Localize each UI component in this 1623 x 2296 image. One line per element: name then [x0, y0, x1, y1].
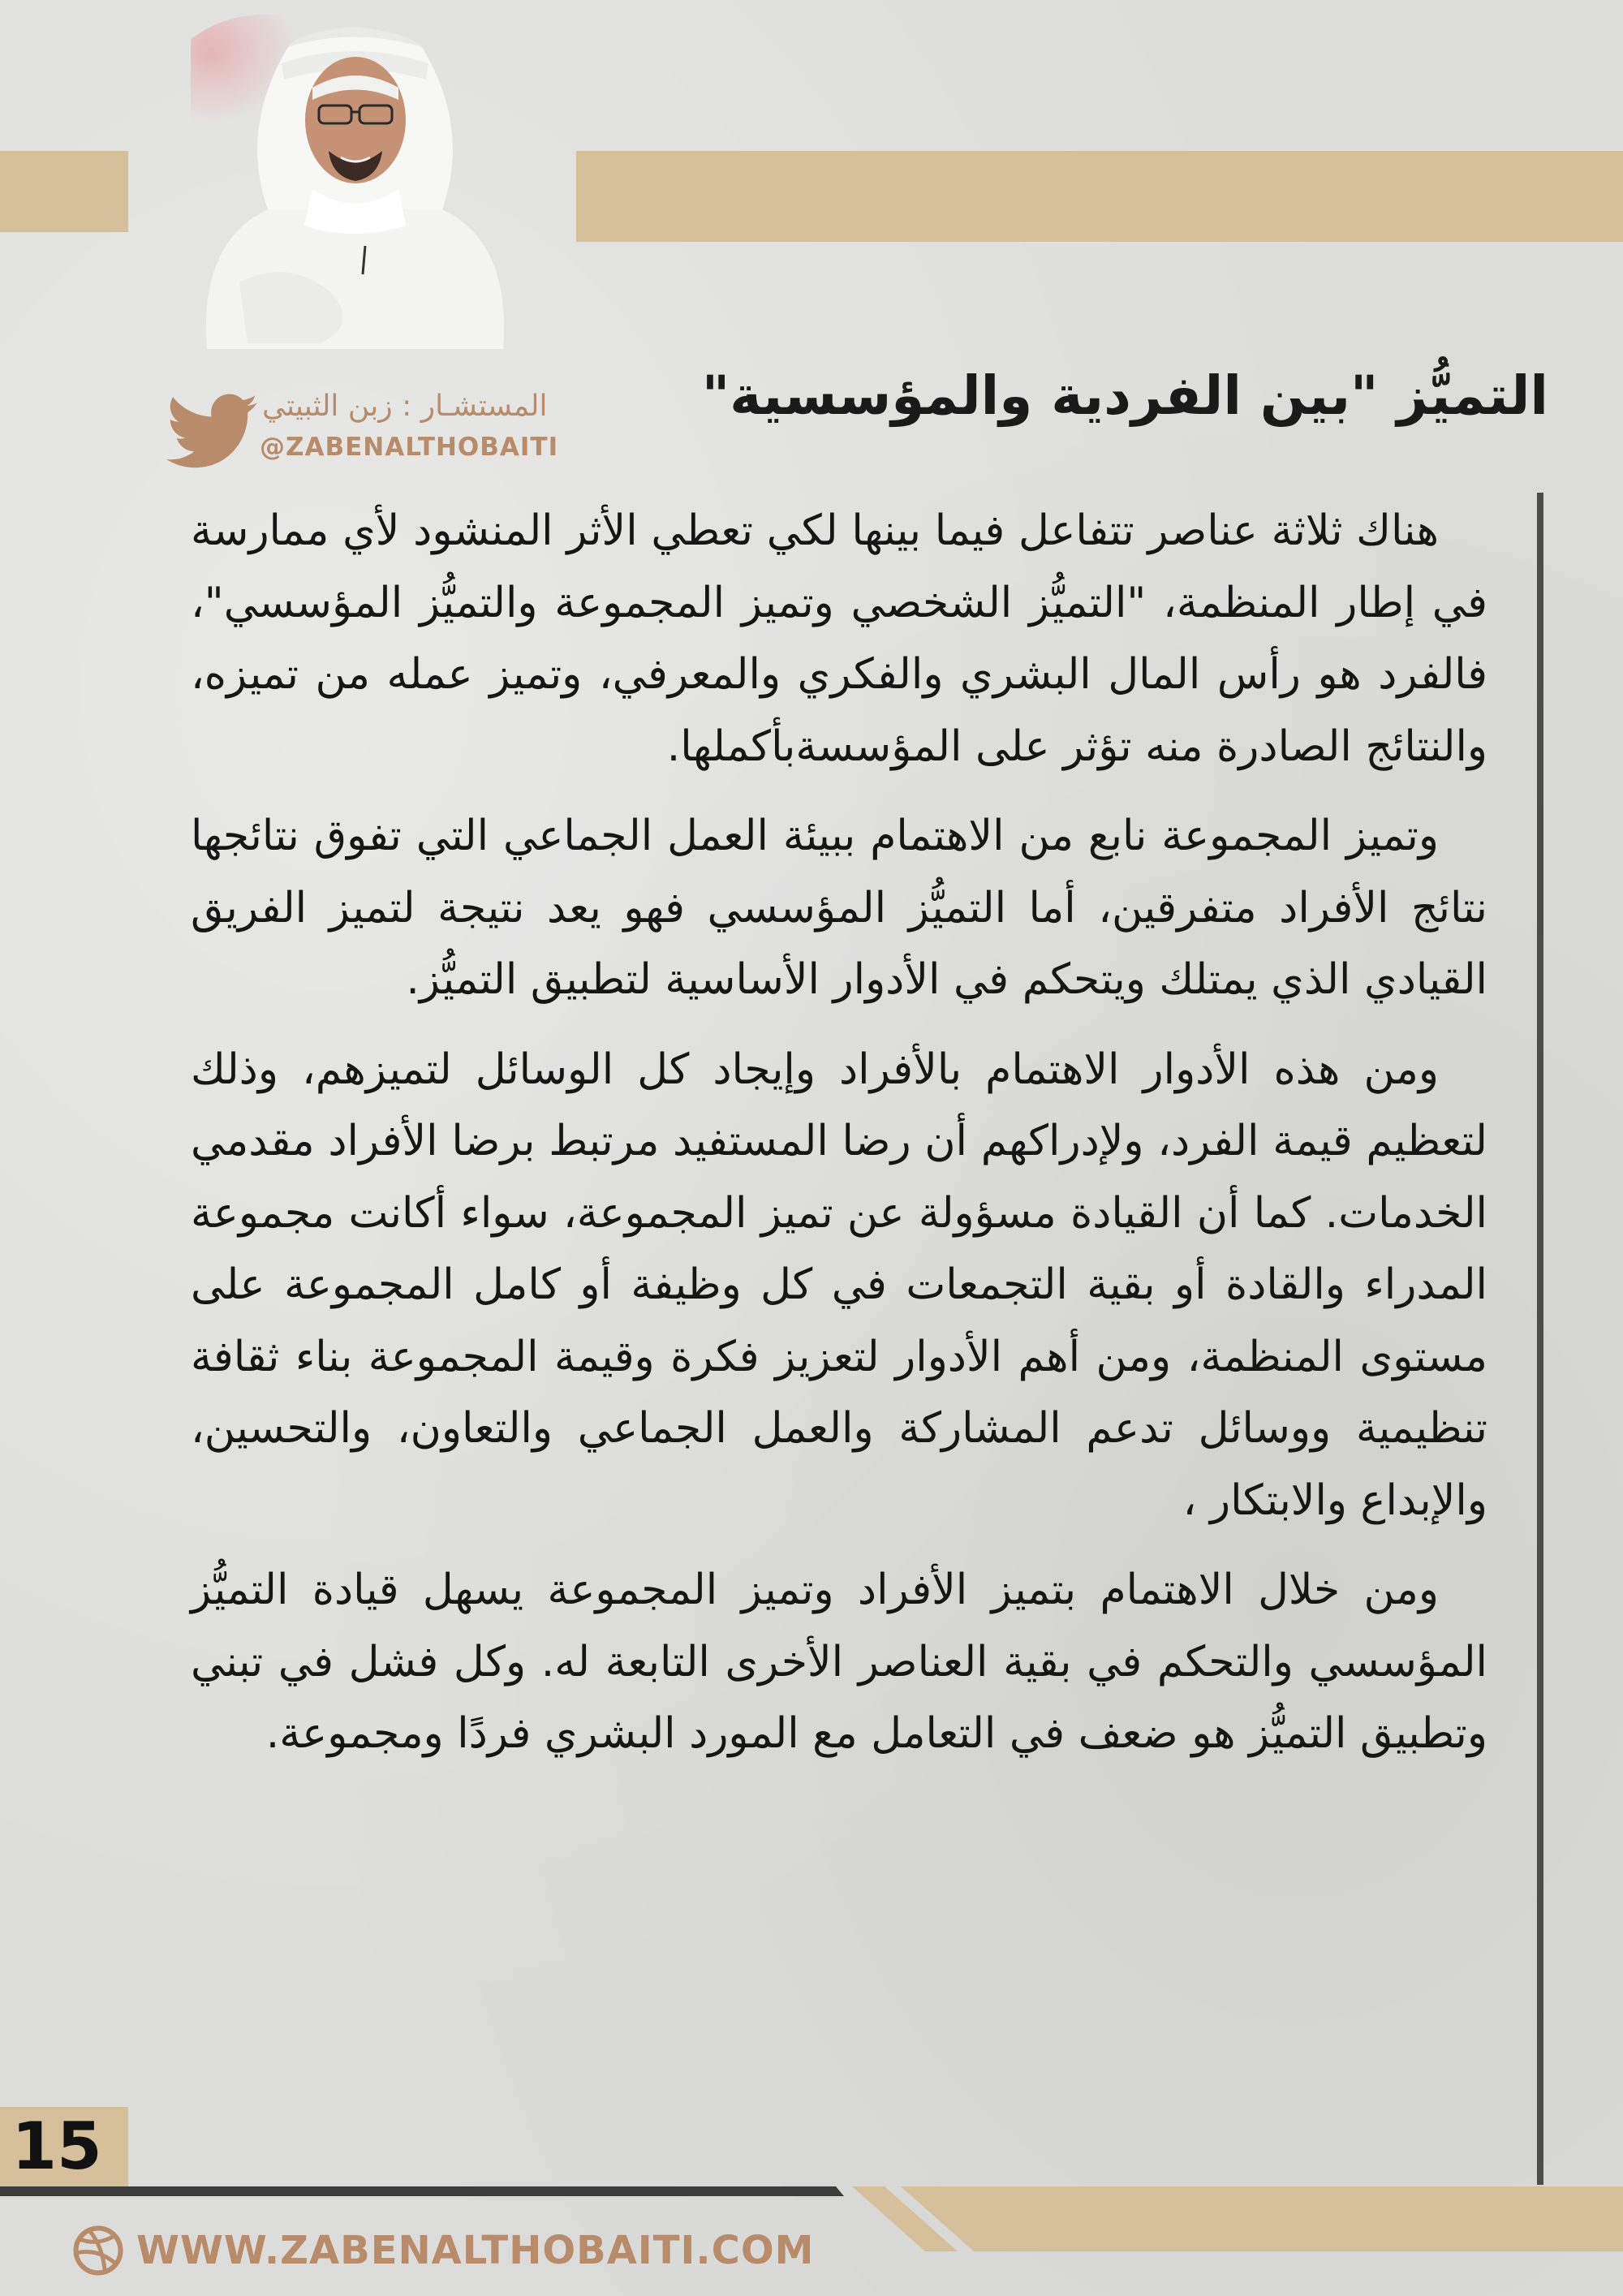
article-paragraph: هناك ثلاثة عناصر تتفاعل فيما بينها لكي تعطي الأثر المنشود لأي ممارسة في إطار المنظمة، "التميُّز الشخصي وتميز المجموعة والتميُّز المؤسسي"، فالفرد هو رأس المال البشري والفكري والمعرفي، وتميز عمله من تميزه، والنتائج الصادرة منه تؤثر على المؤسسةبأكملها. [191, 506, 1487, 771]
author-photo [191, 15, 519, 349]
dribbble-ball-icon [71, 2224, 125, 2277]
author-info [166, 386, 588, 475]
author-twitter-handle[interactable]: @ZABENALTHOBAITI [260, 433, 559, 462]
content-vertical-rule [1537, 493, 1543, 2185]
article-paragraph: ومن هذه الأدوار الاهتمام بالأفراد وإيجاد كل الوسائل لتميزهم، وذلك لتعظيم قيمة الفرد، ولإدراكهم أن رضا المستفيد مرتبط برضا الأفراد مقدمي الخدمات. كما أن القيادة مسؤولة عن تميز المجموعة، سواء أكانت مجموعة المدراء والقادة أو بقية التجمعات في كل وظيفة أو كامل المجموعة على مستوى المنظمة، ومن أهم الأدوار لتعزيز فكرة وقيمة المجموعة بناء ثقافة تنظيمية ووسائل تدعم المشاركة والعمل الجماعي والتعاون، والتحسين، والإبداع والابتكار ، [191, 1045, 1487, 1525]
header-accent-band-right [576, 151, 1623, 242]
header-accent-band-left [0, 151, 128, 232]
website-link[interactable]: WWW.ZABENALTHOBAITI.COM [136, 2228, 815, 2273]
article-paragraph: ومن خلال الاهتمام بتميز الأفراد وتميز المجموعة يسهل قيادة التميُّز المؤسسي والتحكم في بقية العناصر الأخرى التابعة له. وكل فشل في تبني وتطبيق التميُّز هو ضعف في التعامل مع المورد البشري فردًا ومجموعة. [191, 1566, 1487, 1758]
article-paragraph: وتميز المجموعة نابع من الاهتمام ببيئة العمل الجماعي التي تفوق نتائجها نتائج الأفراد متفرقين، أما التميُّز المؤسسي فهو يعد نتيجة لتميز الفريق القيادي الذي يمتلك ويتحكم في الأدوار الأساسية لتطبيق التميُّز. [191, 812, 1487, 1004]
article-body [191, 495, 1487, 1788]
author-name: المستشـار : زبن الثبيتي [262, 390, 548, 423]
article-title: التميُّز "بين الفردية والمؤسسية" [701, 364, 1548, 427]
page-number: 15 [11, 2109, 102, 2184]
twitter-bird-icon[interactable] [166, 394, 260, 471]
